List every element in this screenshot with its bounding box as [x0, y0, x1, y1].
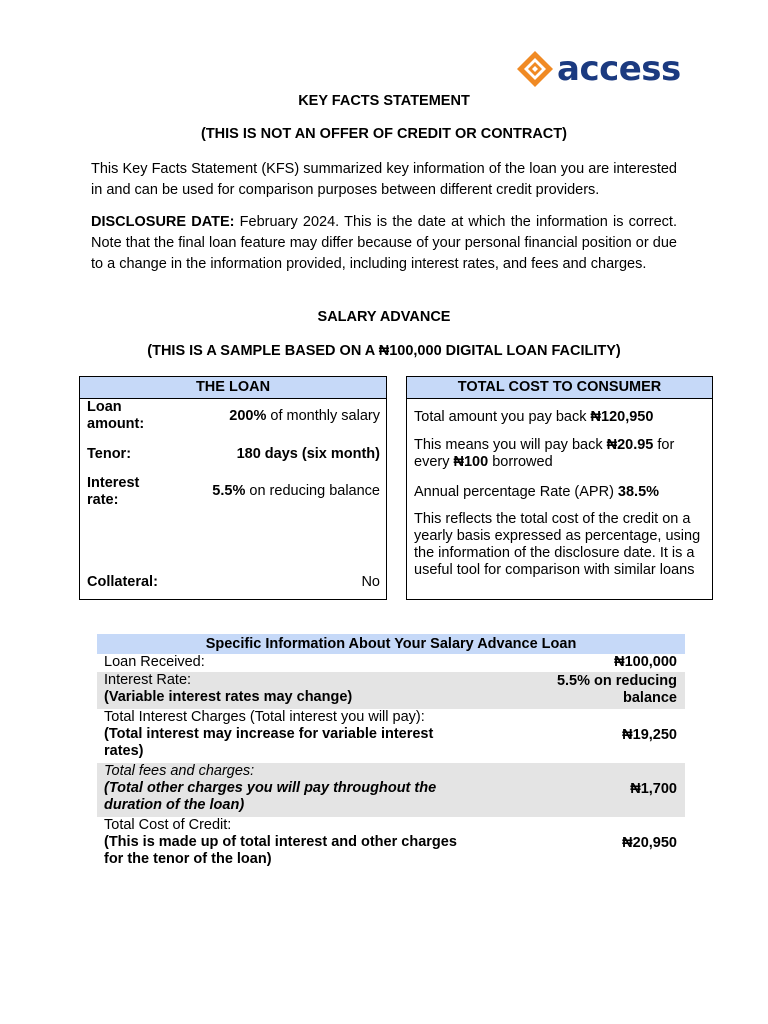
interest-rate-label: Interest rate: [87, 475, 140, 508]
disclosure-paragraph [91, 212, 677, 275]
total-cost-note: (This is made up of total interest and other charges for the tenor of the loan) [104, 834, 457, 867]
interest-charges-row [97, 709, 685, 763]
per-100-row: This means you will pay back ₦20.95 for every ₦100 borrowed [414, 437, 675, 470]
loan-amount-row [87, 399, 380, 435]
interest-charges-value: ₦19,250 [622, 727, 677, 743]
interest-charges-note: (Total interest may increase for variable interest rates) [104, 726, 434, 759]
disclosure-label: DISCLOSURE DATE: [91, 214, 235, 230]
collateral-value: No [361, 574, 380, 590]
interest-rate-spec-note: (Variable interest rates may change) [104, 689, 353, 705]
fees-row [97, 763, 685, 817]
logo-wordmark: access [557, 49, 681, 89]
loan-box [79, 376, 387, 600]
section-title: SALARY ADVANCE [317, 309, 451, 325]
disclosure-text: February 2024. This is the date at which the information is correct. Note that the final loan feature may differ because of your personal financial position or due to a change in the information provided, including interest rates, and fees and charges. [91, 214, 677, 272]
tenor-row [87, 446, 380, 464]
intro-paragraph: This Key Facts Statement (KFS) summarized key information of the loan you are interested in and can be used for comparison purposes between different credit providers. [91, 161, 677, 198]
tenor-value: 180 days (six month) [236, 446, 380, 462]
fees-label: Total fees and charges: [104, 763, 255, 779]
total-cost-label: Total Cost of Credit: [104, 817, 232, 833]
specific-info-header: Specific Information About Your Salary Advance Loan [97, 634, 685, 654]
apr-row: Annual percentage Rate (APR) 38.5% [414, 484, 660, 500]
interest-rate-spec-value: 5.5% on reducing balance [556, 673, 677, 706]
collateral-label: Collateral: [87, 574, 158, 590]
total-cost-value: ₦20,950 [622, 835, 677, 851]
interest-rate-row [87, 475, 380, 511]
total-cost-row [97, 817, 685, 871]
specific-info-table [97, 634, 685, 871]
access-bank-logo [515, 45, 680, 93]
loan-box-header: THE LOAN [80, 377, 386, 399]
loan-received-row [97, 654, 685, 672]
total-payback-row: Total amount you pay back ₦120,950 [414, 409, 654, 425]
cost-box [406, 376, 713, 600]
tenor-label: Tenor: [87, 446, 132, 462]
apr-note: This reflects the total cost of the credit on a yearly basis expressed as percentage, using the information of the disclosure date. It is a useful tool for comparison with similar loans [414, 511, 701, 578]
interest-charges-label: Total Interest Charges (Total interest you will pay): [104, 709, 425, 725]
interest-rate-value: 5.5% on reducing balance [212, 483, 380, 499]
document-subtitle: (THIS IS NOT AN OFFER OF CREDIT OR CONTRACT) [201, 126, 567, 142]
fees-value: ₦1,700 [630, 781, 677, 797]
cost-box-header: TOTAL COST TO CONSUMER [407, 377, 712, 399]
loan-received-label: Loan Received: [104, 654, 205, 670]
document-title: KEY FACTS STATEMENT [298, 93, 470, 109]
access-diamond-icon [515, 49, 555, 89]
loan-received-value: ₦100,000 [614, 654, 677, 670]
fees-note: (Total other charges you will pay throughout the duration of the loan) [104, 780, 437, 813]
collateral-row [87, 574, 380, 592]
interest-rate-spec-row [97, 672, 685, 709]
loan-amount-value: 200% of monthly salary [229, 408, 380, 424]
loan-amount-label: Loan amount: [87, 399, 145, 432]
section-subtitle: (THIS IS A SAMPLE BASED ON A ₦100,000 DIGITAL LOAN FACILITY) [147, 343, 621, 359]
interest-rate-spec-label: Interest Rate: [104, 672, 192, 688]
